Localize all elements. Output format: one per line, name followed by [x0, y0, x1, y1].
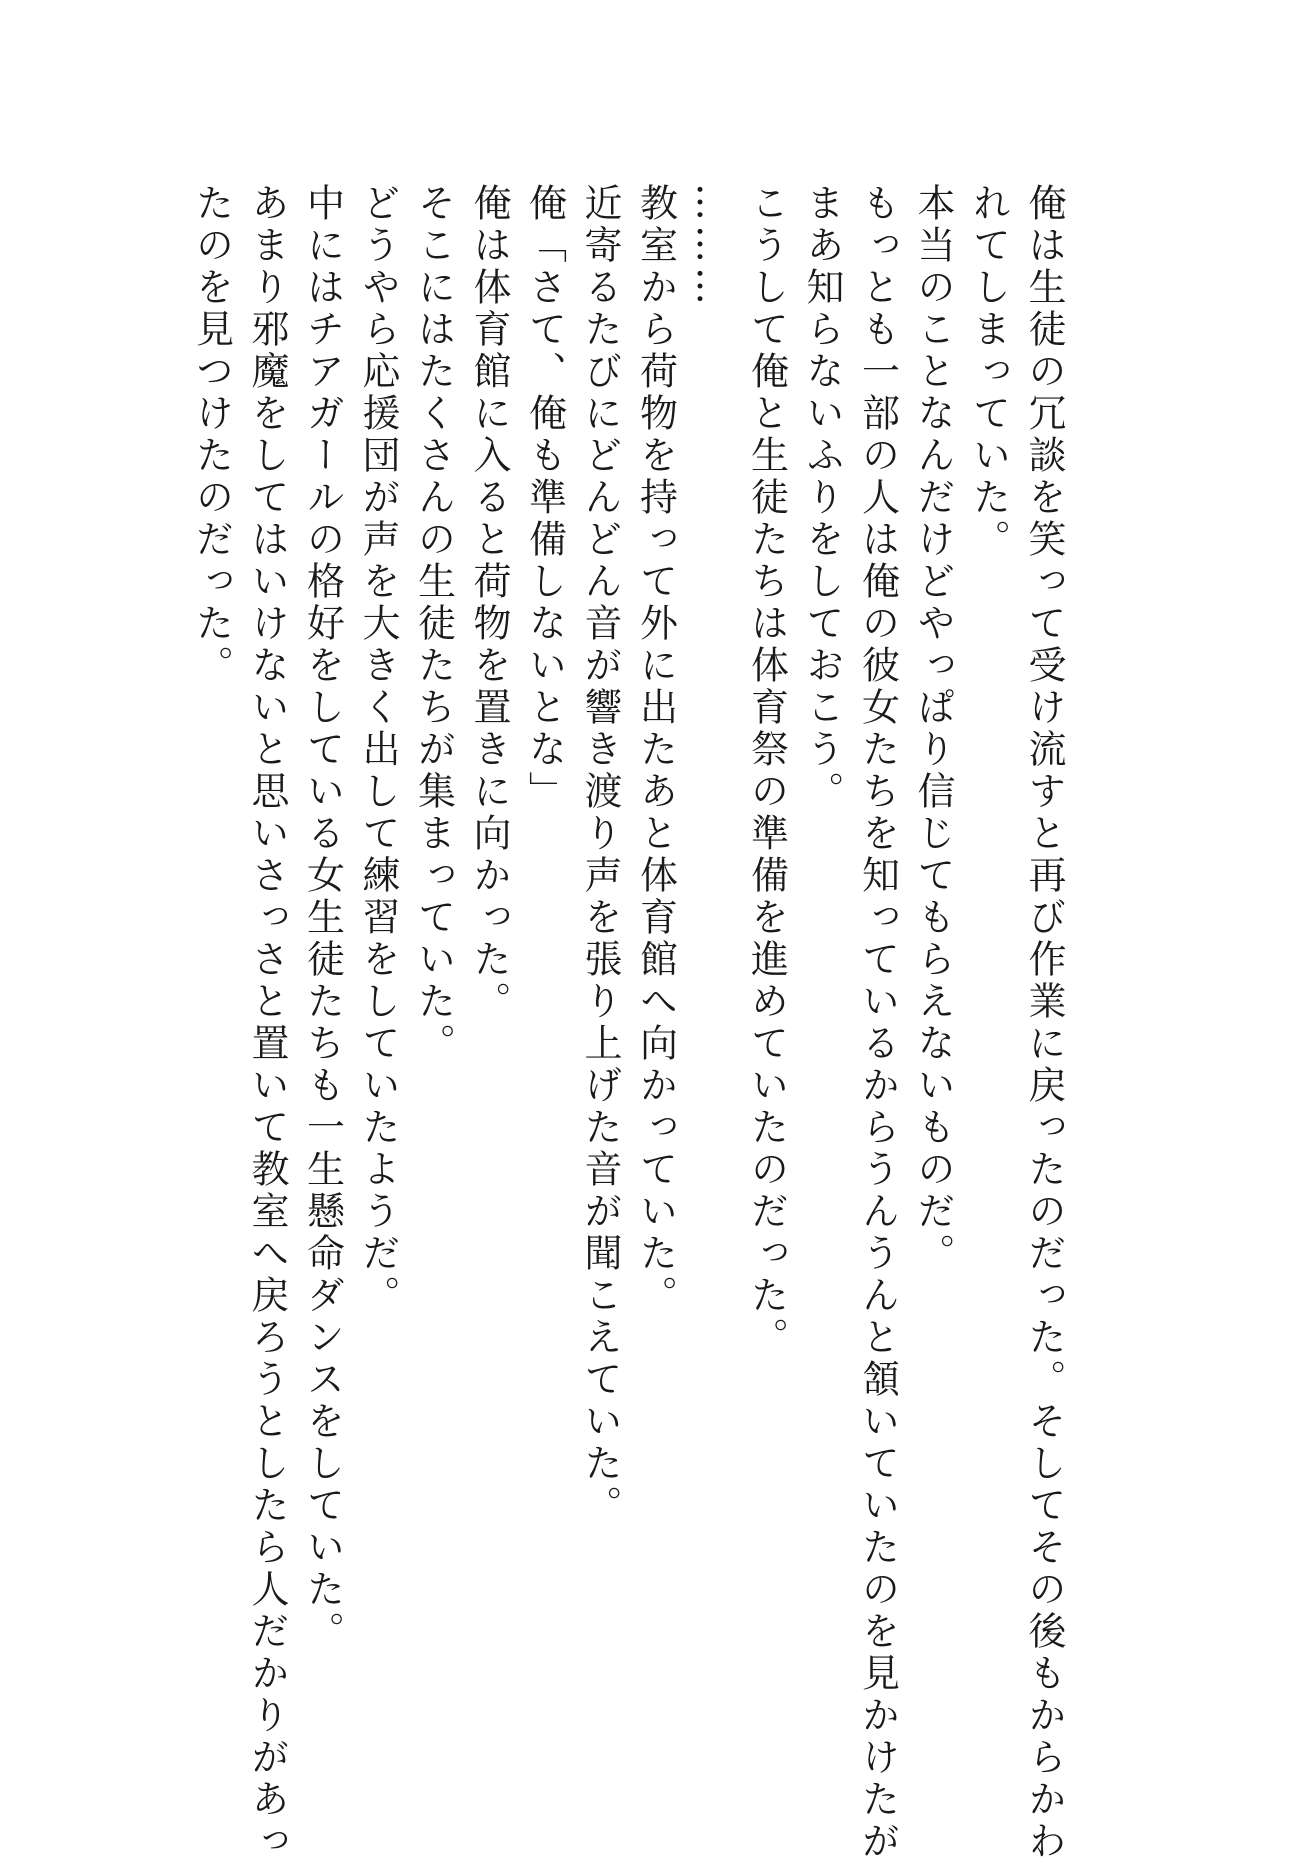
- text-line: 中にはチアガールの格好をしている女生徒たちも一生懸命ダンスをしていた。: [300, 183, 345, 1653]
- text-line: 俺は体育館に入ると荷物を置きに向かった。: [467, 183, 511, 1023]
- text-line: まあ知らないふりをしておこう。: [800, 183, 844, 813]
- text-line: 教室から荷物を持って外に出たあと体育館へ向かっていた。: [633, 183, 678, 1317]
- text-line: 近寄るたびにどんどん音が響き渡り声を張り上げた音が聞こえていた。: [578, 183, 622, 1527]
- text-line: こうして俺と生徒たちは体育祭の準備を進めていたのだった。: [744, 183, 789, 1359]
- text-line: どうやら応援団が声を大きく出して練習をしていたようだ。: [356, 183, 400, 1317]
- text-line: れてしまっていた。: [966, 183, 1011, 561]
- text-line: たのを見つけたのだった。: [189, 183, 234, 687]
- text-line: 俺「さて、俺も準備しないとな」: [522, 183, 567, 813]
- text-line: 俺は生徒の冗談を笑って受け流すと再び作業に戻ったのだった。そしてその後もからかわ: [1022, 183, 1066, 1863]
- text-line: もっとも一部の人は俺の彼女たちを知っているからうんうんと頷いていたのを見かけたが: [855, 183, 900, 1863]
- text-line: あまり邪魔をしてはいけないと思いさっさと置いて教室へ戻ろうとしたら人だかりがあっ: [245, 183, 289, 1863]
- vertical-text-body: [183, 183, 1071, 1863]
- text-line: ………: [689, 183, 733, 309]
- text-line: 本当のことなんだけどやっぱり信じてもらえないものだ。: [911, 183, 955, 1275]
- text-line: そこにはたくさんの生徒たちが集まっていた。: [411, 183, 456, 1065]
